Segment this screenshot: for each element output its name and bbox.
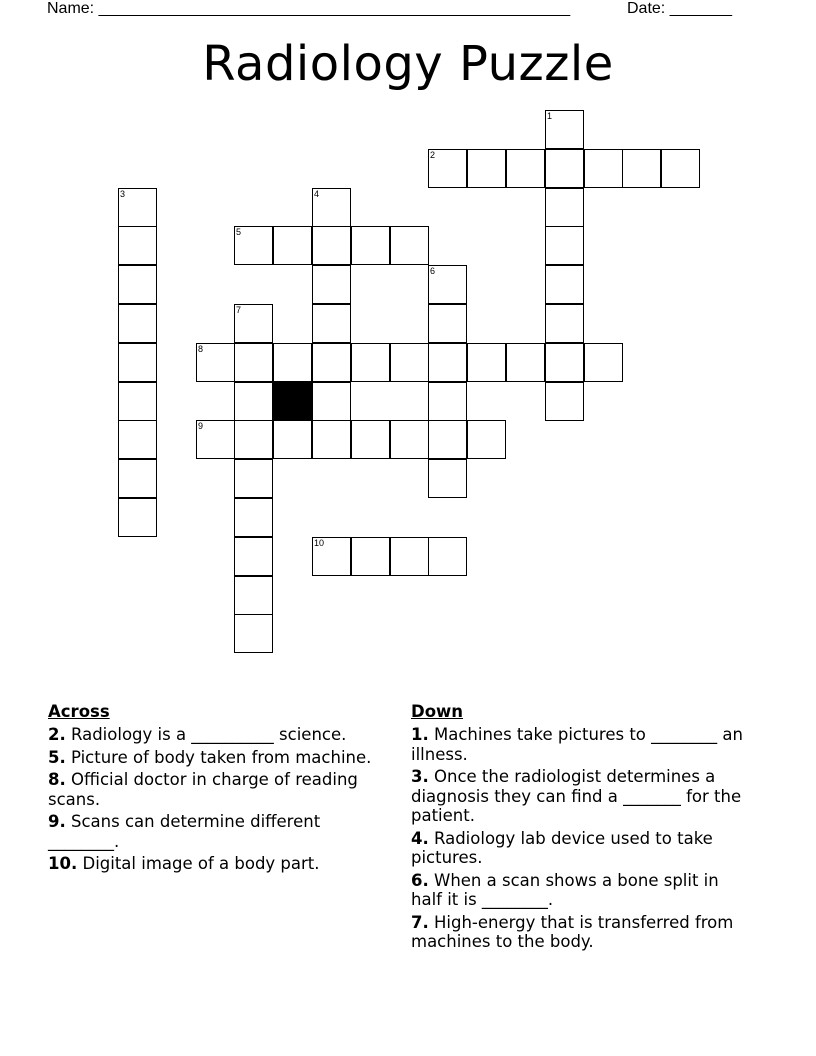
date-field[interactable]: Date: _______ <box>627 0 732 17</box>
grid-cell[interactable] <box>234 226 273 265</box>
clue-text: Radiology lab device used to take pictures. <box>411 828 713 867</box>
grid-cell[interactable] <box>390 343 429 382</box>
clue-text: Once the radiologist determines a diagnosis they can find a _______ for the patient. <box>411 767 742 825</box>
clue-number: 2. <box>48 725 66 744</box>
grid-cell[interactable] <box>545 304 584 343</box>
grid-cell[interactable] <box>428 343 467 382</box>
grid-cell[interactable] <box>234 304 273 343</box>
grid-cell[interactable] <box>273 226 312 265</box>
clue-text: Radiology is a __________ science. <box>71 725 347 744</box>
grid-cell[interactable] <box>234 459 273 498</box>
clue-across-9 <box>48 812 388 851</box>
grid-cell[interactable] <box>234 420 273 459</box>
grid-cell[interactable] <box>467 420 506 459</box>
grid-cell[interactable] <box>545 226 584 265</box>
cell-number: 7 <box>236 305 242 315</box>
grid-cell[interactable] <box>273 420 312 459</box>
grid-cell[interactable] <box>351 537 390 576</box>
grid-cell[interactable] <box>545 188 584 227</box>
clue-across-10 <box>48 854 388 874</box>
grid-cell[interactable] <box>467 343 506 382</box>
cell-number: 4 <box>314 189 320 199</box>
grid-cell[interactable] <box>234 498 273 537</box>
grid-cell[interactable] <box>312 420 351 459</box>
grid-cell[interactable] <box>234 614 273 653</box>
grid-cell[interactable] <box>390 537 429 576</box>
grid-cell[interactable] <box>584 149 623 188</box>
grid-cell[interactable] <box>428 149 467 188</box>
grid-cell[interactable] <box>118 343 157 382</box>
grid-cell[interactable] <box>584 343 623 382</box>
grid-cell[interactable] <box>312 226 351 265</box>
clue-number: 8. <box>48 770 66 789</box>
grid-cell[interactable] <box>118 188 157 227</box>
clue-number: 10. <box>48 854 78 873</box>
across-clues <box>48 701 388 877</box>
grid-cell[interactable] <box>118 265 157 304</box>
clue-text: High-energy that is transferred from machines to the body. <box>411 912 734 951</box>
grid-cell[interactable] <box>118 304 157 343</box>
grid-cell[interactable] <box>428 382 467 421</box>
clue-across-8 <box>48 770 388 809</box>
grid-cell[interactable] <box>196 343 235 382</box>
cell-number: 2 <box>430 150 436 160</box>
grid-cell[interactable] <box>428 265 467 304</box>
cell-number: 1 <box>547 111 553 121</box>
grid-cell[interactable] <box>351 226 390 265</box>
clue-text: Picture of body taken from machine. <box>71 747 372 767</box>
clue-text: Scans can determine different ________. <box>48 812 321 851</box>
clue-number: 5. <box>48 747 66 767</box>
grid-cell[interactable] <box>428 459 467 498</box>
grid-cell[interactable] <box>312 537 351 576</box>
grid-cell[interactable] <box>506 343 545 382</box>
grid-cell[interactable] <box>428 304 467 343</box>
grid-cell[interactable] <box>234 382 273 421</box>
grid-cell[interactable] <box>351 420 390 459</box>
clue-number: 7. <box>411 912 429 932</box>
grid-cell[interactable] <box>273 343 312 382</box>
grid-cell[interactable] <box>118 498 157 537</box>
clue-number: 3. <box>411 767 429 786</box>
grid-cell[interactable] <box>312 343 351 382</box>
grid-cell[interactable] <box>390 226 429 265</box>
clue-text: Machines take pictures to ________ an illness. <box>411 725 743 764</box>
grid-cell[interactable] <box>661 149 700 188</box>
grid-cell[interactable] <box>545 265 584 304</box>
clue-down-7 <box>411 913 751 952</box>
grid-cell[interactable] <box>118 420 157 459</box>
cell-number: 10 <box>314 538 325 548</box>
grid-cell[interactable] <box>118 459 157 498</box>
cell-number: 6 <box>430 266 436 276</box>
grid-cell[interactable] <box>545 149 584 188</box>
clue-text: Digital image of a body part. <box>82 854 320 873</box>
grid-cell[interactable] <box>234 537 273 576</box>
clue-down-3 <box>411 767 751 826</box>
grid-cell[interactable] <box>622 149 661 188</box>
clue-down-6 <box>411 871 751 910</box>
cell-number: 9 <box>198 421 204 431</box>
clue-number: 4. <box>411 828 429 848</box>
grid-cell[interactable] <box>467 149 506 188</box>
clue-down-4 <box>411 829 751 868</box>
grid-cell[interactable] <box>545 110 584 149</box>
cell-number: 8 <box>198 344 204 354</box>
black-cell <box>273 382 312 421</box>
grid-cell[interactable] <box>118 226 157 265</box>
clue-down-1 <box>411 725 751 764</box>
grid-cell[interactable] <box>351 343 390 382</box>
grid-cell[interactable] <box>196 420 235 459</box>
across-heading: Across <box>48 702 110 721</box>
grid-cell[interactable] <box>312 304 351 343</box>
clue-across-2 <box>48 725 388 745</box>
name-field[interactable]: Name: _____________________________________________________ <box>47 0 571 17</box>
cell-number: 5 <box>236 227 242 237</box>
down-heading: Down <box>411 702 464 721</box>
clue-number: 9. <box>48 812 66 831</box>
grid-cell[interactable] <box>545 382 584 421</box>
grid-cell[interactable] <box>506 149 545 188</box>
clue-across-5 <box>48 748 388 768</box>
grid-cell[interactable] <box>428 420 467 459</box>
down-clues <box>411 701 751 955</box>
grid-cell[interactable] <box>312 382 351 421</box>
clue-text: Official doctor in charge of reading scans. <box>48 770 358 809</box>
grid-cell[interactable] <box>234 576 273 615</box>
grid-cell[interactable] <box>118 382 157 421</box>
grid-cell[interactable] <box>312 265 351 304</box>
puzzle-title: Radiology Puzzle <box>202 36 614 92</box>
clue-number: 6. <box>411 870 429 890</box>
grid-cell[interactable] <box>390 420 429 459</box>
cell-number: 3 <box>120 189 126 199</box>
clue-text: When a scan shows a bone split in half it is ________. <box>411 870 719 909</box>
grid-cell[interactable] <box>312 188 351 227</box>
grid-cell[interactable] <box>234 343 273 382</box>
grid-cell[interactable] <box>428 537 467 576</box>
clue-number: 1. <box>411 725 429 744</box>
grid-cell[interactable] <box>545 343 584 382</box>
